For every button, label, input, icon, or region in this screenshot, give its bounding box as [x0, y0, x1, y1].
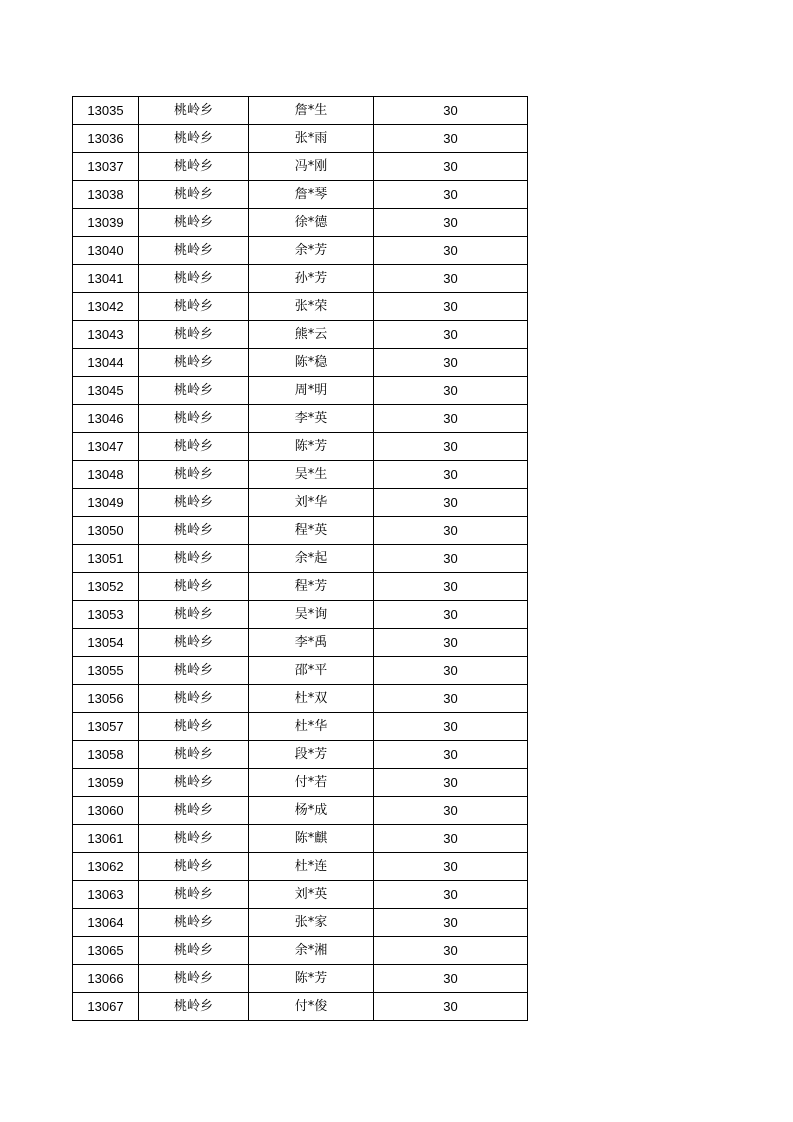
person-name-cell: 周*明 — [249, 377, 374, 405]
table-row — [73, 937, 528, 965]
table-row — [73, 685, 528, 713]
table-row — [73, 237, 528, 265]
table-row — [73, 209, 528, 237]
amount-cell: 30 — [374, 517, 528, 545]
table-row — [73, 321, 528, 349]
township-cell: 桃岭乡 — [139, 433, 249, 461]
table-row — [73, 573, 528, 601]
row-id-cell: 13064 — [73, 909, 139, 937]
row-id-cell: 13055 — [73, 657, 139, 685]
row-id-cell: 13058 — [73, 741, 139, 769]
amount-cell: 30 — [374, 349, 528, 377]
table-row — [73, 825, 528, 853]
row-id-cell: 13040 — [73, 237, 139, 265]
person-name-cell: 冯*刚 — [249, 153, 374, 181]
table-row — [73, 713, 528, 741]
township-cell: 桃岭乡 — [139, 153, 249, 181]
township-cell: 桃岭乡 — [139, 181, 249, 209]
person-name-cell: 张*荣 — [249, 293, 374, 321]
township-cell: 桃岭乡 — [139, 993, 249, 1021]
table-row — [73, 433, 528, 461]
township-cell: 桃岭乡 — [139, 965, 249, 993]
amount-cell: 30 — [374, 797, 528, 825]
person-name-cell: 张*雨 — [249, 125, 374, 153]
person-name-cell: 李*英 — [249, 405, 374, 433]
amount-cell: 30 — [374, 573, 528, 601]
row-id-cell: 13043 — [73, 321, 139, 349]
person-name-cell: 陈*麒 — [249, 825, 374, 853]
table-row — [73, 965, 528, 993]
amount-cell: 30 — [374, 97, 528, 125]
row-id-cell: 13046 — [73, 405, 139, 433]
amount-cell: 30 — [374, 881, 528, 909]
row-id-cell: 13066 — [73, 965, 139, 993]
township-cell: 桃岭乡 — [139, 321, 249, 349]
table-row — [73, 881, 528, 909]
amount-cell: 30 — [374, 769, 528, 797]
amount-cell: 30 — [374, 293, 528, 321]
row-id-cell: 13048 — [73, 461, 139, 489]
township-cell: 桃岭乡 — [139, 125, 249, 153]
person-name-cell: 付*俊 — [249, 993, 374, 1021]
table-row — [73, 517, 528, 545]
township-cell: 桃岭乡 — [139, 293, 249, 321]
table-row — [73, 909, 528, 937]
township-cell: 桃岭乡 — [139, 237, 249, 265]
person-name-cell: 李*禹 — [249, 629, 374, 657]
row-id-cell: 13054 — [73, 629, 139, 657]
table-row — [73, 741, 528, 769]
person-name-cell: 詹*生 — [249, 97, 374, 125]
table-row — [73, 545, 528, 573]
amount-cell: 30 — [374, 209, 528, 237]
roster-table — [72, 96, 528, 1021]
township-cell: 桃岭乡 — [139, 601, 249, 629]
amount-cell: 30 — [374, 965, 528, 993]
amount-cell: 30 — [374, 685, 528, 713]
amount-cell: 30 — [374, 489, 528, 517]
amount-cell: 30 — [374, 153, 528, 181]
row-id-cell: 13045 — [73, 377, 139, 405]
row-id-cell: 13035 — [73, 97, 139, 125]
person-name-cell: 余*湘 — [249, 937, 374, 965]
person-name-cell: 陈*稳 — [249, 349, 374, 377]
township-cell: 桃岭乡 — [139, 909, 249, 937]
table-row — [73, 349, 528, 377]
amount-cell: 30 — [374, 545, 528, 573]
row-id-cell: 13037 — [73, 153, 139, 181]
amount-cell: 30 — [374, 657, 528, 685]
person-name-cell: 刘*华 — [249, 489, 374, 517]
person-name-cell: 孙*芳 — [249, 265, 374, 293]
row-id-cell: 13053 — [73, 601, 139, 629]
person-name-cell: 熊*云 — [249, 321, 374, 349]
township-cell: 桃岭乡 — [139, 937, 249, 965]
township-cell: 桃岭乡 — [139, 769, 249, 797]
person-name-cell: 詹*琴 — [249, 181, 374, 209]
person-name-cell: 吴*询 — [249, 601, 374, 629]
person-name-cell: 徐*德 — [249, 209, 374, 237]
table-row — [73, 461, 528, 489]
township-cell: 桃岭乡 — [139, 741, 249, 769]
row-id-cell: 13061 — [73, 825, 139, 853]
person-name-cell: 张*家 — [249, 909, 374, 937]
amount-cell: 30 — [374, 321, 528, 349]
township-cell: 桃岭乡 — [139, 97, 249, 125]
row-id-cell: 13060 — [73, 797, 139, 825]
amount-cell: 30 — [374, 237, 528, 265]
person-name-cell: 杨*成 — [249, 797, 374, 825]
township-cell: 桃岭乡 — [139, 265, 249, 293]
amount-cell: 30 — [374, 601, 528, 629]
row-id-cell: 13039 — [73, 209, 139, 237]
township-cell: 桃岭乡 — [139, 629, 249, 657]
row-id-cell: 13057 — [73, 713, 139, 741]
amount-cell: 30 — [374, 629, 528, 657]
row-id-cell: 13059 — [73, 769, 139, 797]
person-name-cell: 余*芳 — [249, 237, 374, 265]
table-row — [73, 153, 528, 181]
township-cell: 桃岭乡 — [139, 573, 249, 601]
table-row — [73, 405, 528, 433]
person-name-cell: 杜*双 — [249, 685, 374, 713]
table-row — [73, 629, 528, 657]
township-cell: 桃岭乡 — [139, 713, 249, 741]
amount-cell: 30 — [374, 405, 528, 433]
amount-cell: 30 — [374, 377, 528, 405]
row-id-cell: 13063 — [73, 881, 139, 909]
table-row — [73, 377, 528, 405]
row-id-cell: 13051 — [73, 545, 139, 573]
row-id-cell: 13036 — [73, 125, 139, 153]
roster-table-body — [73, 97, 528, 1021]
person-name-cell: 杜*连 — [249, 853, 374, 881]
table-row — [73, 769, 528, 797]
person-name-cell: 程*英 — [249, 517, 374, 545]
person-name-cell: 吴*生 — [249, 461, 374, 489]
township-cell: 桃岭乡 — [139, 825, 249, 853]
township-cell: 桃岭乡 — [139, 517, 249, 545]
person-name-cell: 陈*芳 — [249, 433, 374, 461]
person-name-cell: 陈*芳 — [249, 965, 374, 993]
row-id-cell: 13065 — [73, 937, 139, 965]
township-cell: 桃岭乡 — [139, 797, 249, 825]
row-id-cell: 13056 — [73, 685, 139, 713]
amount-cell: 30 — [374, 125, 528, 153]
amount-cell: 30 — [374, 825, 528, 853]
person-name-cell: 程*芳 — [249, 573, 374, 601]
row-id-cell: 13041 — [73, 265, 139, 293]
amount-cell: 30 — [374, 909, 528, 937]
township-cell: 桃岭乡 — [139, 461, 249, 489]
township-cell: 桃岭乡 — [139, 349, 249, 377]
person-name-cell: 余*起 — [249, 545, 374, 573]
person-name-cell: 杜*华 — [249, 713, 374, 741]
row-id-cell: 13067 — [73, 993, 139, 1021]
amount-cell: 30 — [374, 433, 528, 461]
amount-cell: 30 — [374, 181, 528, 209]
amount-cell: 30 — [374, 461, 528, 489]
table-row — [73, 797, 528, 825]
township-cell: 桃岭乡 — [139, 377, 249, 405]
person-name-cell: 刘*英 — [249, 881, 374, 909]
table-row — [73, 97, 528, 125]
table-row — [73, 489, 528, 517]
table-row — [73, 293, 528, 321]
row-id-cell: 13049 — [73, 489, 139, 517]
township-cell: 桃岭乡 — [139, 685, 249, 713]
table-row — [73, 657, 528, 685]
row-id-cell: 13052 — [73, 573, 139, 601]
township-cell: 桃岭乡 — [139, 657, 249, 685]
table-row — [73, 265, 528, 293]
table-row — [73, 125, 528, 153]
person-name-cell: 段*芳 — [249, 741, 374, 769]
table-row — [73, 993, 528, 1021]
person-name-cell: 付*若 — [249, 769, 374, 797]
amount-cell: 30 — [374, 937, 528, 965]
township-cell: 桃岭乡 — [139, 405, 249, 433]
row-id-cell: 13038 — [73, 181, 139, 209]
person-name-cell: 邵*平 — [249, 657, 374, 685]
amount-cell: 30 — [374, 265, 528, 293]
table-row — [73, 181, 528, 209]
table-row — [73, 853, 528, 881]
row-id-cell: 13047 — [73, 433, 139, 461]
township-cell: 桃岭乡 — [139, 489, 249, 517]
township-cell: 桃岭乡 — [139, 545, 249, 573]
row-id-cell: 13044 — [73, 349, 139, 377]
amount-cell: 30 — [374, 993, 528, 1021]
township-cell: 桃岭乡 — [139, 881, 249, 909]
township-cell: 桃岭乡 — [139, 209, 249, 237]
amount-cell: 30 — [374, 853, 528, 881]
amount-cell: 30 — [374, 741, 528, 769]
row-id-cell: 13050 — [73, 517, 139, 545]
township-cell: 桃岭乡 — [139, 853, 249, 881]
row-id-cell: 13062 — [73, 853, 139, 881]
row-id-cell: 13042 — [73, 293, 139, 321]
amount-cell: 30 — [374, 713, 528, 741]
table-row — [73, 601, 528, 629]
